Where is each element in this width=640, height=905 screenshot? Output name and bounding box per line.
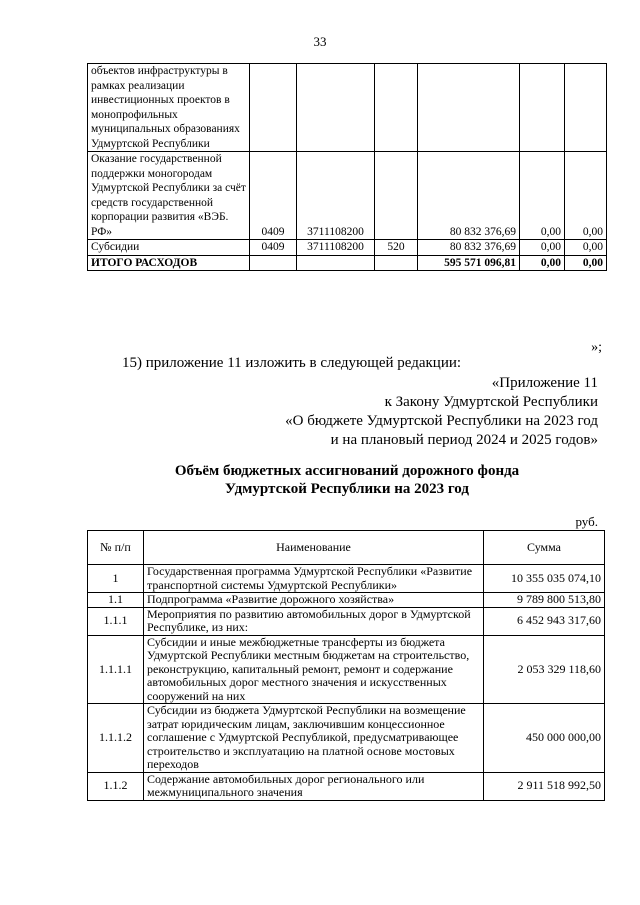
amount-2023: 80 832 376,69 — [418, 240, 520, 256]
fund-title-line: Объём бюджетных ассигнований дорожного фонда — [174, 463, 520, 479]
total-label: ИТОГО РАСХОДОВ — [88, 255, 250, 271]
row-sum: 450 000 000,00 — [484, 704, 605, 773]
target-code — [297, 64, 375, 152]
fund-title-line: Удмуртской Республики на 2023 год — [225, 481, 469, 497]
expense-type: 520 — [375, 240, 418, 256]
table-row — [88, 635, 605, 704]
target-code: 3711108200 — [297, 152, 375, 240]
total-amount-2024: 0,00 — [520, 255, 565, 271]
appendix-line: к Закону Удмуртской Республики — [384, 394, 598, 410]
appendix-line: «Приложение 11 — [491, 375, 598, 391]
row-sum: 2 911 518 992,50 — [484, 772, 605, 800]
amount-2025: 0,00 — [565, 152, 607, 240]
table-row — [88, 240, 607, 256]
amendment-instruction: 15) приложение 11 изложить в следующей редакции: — [122, 355, 462, 371]
expense-type — [375, 152, 418, 240]
section-code: 0409 — [250, 152, 297, 240]
table-row — [88, 772, 605, 800]
item-name: Оказание государственной поддержки моногородам Удмуртской Республики за счёт средств государственной корпорации развития «ВЭБ. РФ» — [88, 152, 250, 240]
expense-type — [375, 64, 418, 152]
section-code: 0409 — [250, 240, 297, 256]
item-name: объектов инфраструктуры в рамках реализации инвестиционных проектов в монопрофильных муниципальных образованиях Удмуртской Республики — [88, 64, 250, 152]
expenses-table — [87, 63, 607, 271]
amount-2023: 80 832 376,69 — [418, 152, 520, 240]
amount-2024: 0,00 — [520, 152, 565, 240]
closing-quote: »; — [591, 340, 602, 355]
row-sum: 9 789 800 513,80 — [484, 593, 605, 608]
currency-unit: руб. — [575, 514, 598, 529]
row-number: 1.1 — [88, 593, 144, 608]
row-number: 1.1.1.2 — [88, 704, 144, 773]
row-sum: 2 053 329 118,60 — [484, 635, 605, 704]
road-fund-table — [87, 530, 605, 801]
total-amount-2025: 0,00 — [565, 255, 607, 271]
row-number: 1.1.2 — [88, 772, 144, 800]
appendix-line: «О бюджете Удмуртской Республики на 2023 год — [285, 413, 598, 429]
table-row — [88, 64, 607, 152]
row-sum: 10 355 035 074,10 — [484, 565, 605, 593]
row-name: Содержание автомобильных дорог регионального или межмуниципального значения — [144, 772, 484, 800]
fund-title — [90, 462, 604, 498]
row-name: Мероприятия по развитию автомобильных дорог в Удмуртской Республике, из них: — [144, 607, 484, 635]
appendix-line: и на плановый период 2024 и 2025 годов» — [330, 432, 598, 448]
header-name: Наименование — [144, 531, 484, 565]
row-number: 1.1.1 — [88, 607, 144, 635]
header-sum: Сумма — [484, 531, 605, 565]
total-amount-2023: 595 571 096,81 — [418, 255, 520, 271]
table-header-row — [88, 531, 605, 565]
page-number: 33 — [313, 34, 327, 49]
table-row — [88, 565, 605, 593]
table-row — [88, 593, 605, 608]
amount-2024 — [520, 64, 565, 152]
item-name: Субсидии — [88, 240, 250, 256]
amount-2024: 0,00 — [520, 240, 565, 256]
table-row — [88, 152, 607, 240]
row-name: Субсидии из бюджета Удмуртской Республики на возмещение затрат юридическим лицам, заключившим концессионное соглашение с Удмуртской Республикой, предусматривающее строительство и эксплуатацию на платной основе мостовых переходов — [144, 704, 484, 773]
row-sum: 6 452 943 317,60 — [484, 607, 605, 635]
table-row — [88, 704, 605, 773]
amount-2025: 0,00 — [565, 240, 607, 256]
table-row — [88, 607, 605, 635]
row-name: Субсидии и иные межбюджетные трансферты из бюджета Удмуртской Республики местным бюджетам на строительство, реконструкцию, капитальный ремонт, ремонт и содержание автомобильных дорог местного значения и искусственных сооружений на них — [144, 635, 484, 704]
row-name: Подпрограмма «Развитие дорожного хозяйства» — [144, 593, 484, 608]
amount-2025 — [565, 64, 607, 152]
row-name: Государственная программа Удмуртской Республики «Развитие транспортной системы Удмуртской Республики» — [144, 565, 484, 593]
appendix-header — [230, 374, 598, 450]
row-number: 1.1.1.1 — [88, 635, 144, 704]
section-code — [250, 64, 297, 152]
total-row — [88, 255, 607, 271]
amount-2023 — [418, 64, 520, 152]
header-number: № п/п — [88, 531, 144, 565]
target-code: 3711108200 — [297, 240, 375, 256]
row-number: 1 — [88, 565, 144, 593]
